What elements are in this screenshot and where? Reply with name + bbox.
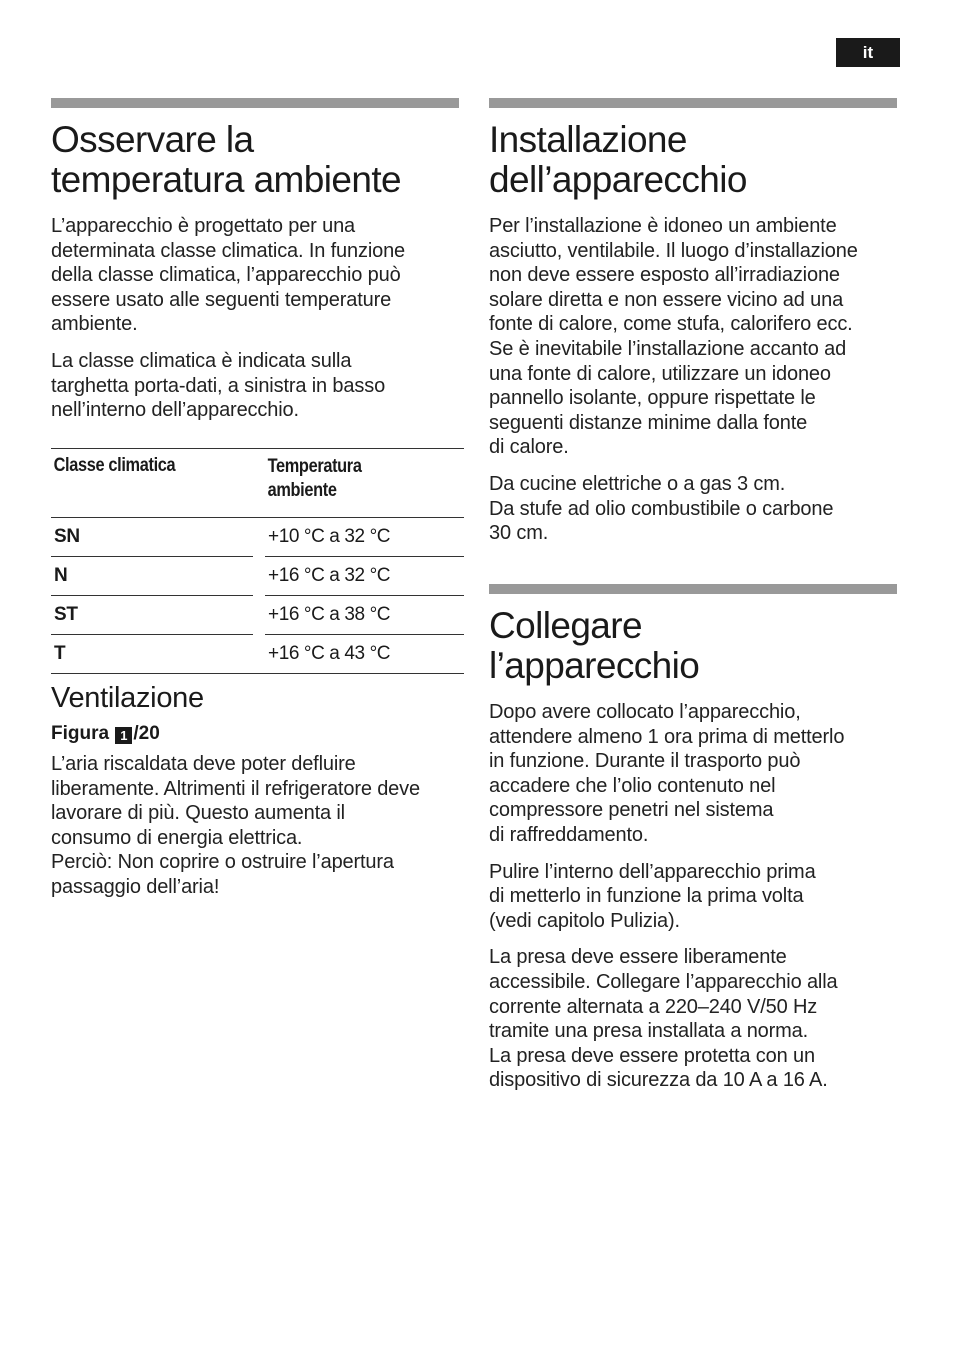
section-installation <box>489 98 901 558</box>
figure-number-box: 1 <box>115 727 132 744</box>
temperature-cell: +16 °C a 43 °C <box>268 643 391 664</box>
table-row <box>51 596 464 635</box>
section-ventilation <box>51 682 463 912</box>
paragraph: L’aria riscaldata deve poter defluire liberamente. Altrimenti il refrigeratore deve lavorare di più. Questo aumenta il consumo di energia elettrica. Perciò: Non coprire o ostruire l’apertura passaggio dell’aria! <box>51 753 420 898</box>
section-rule <box>489 98 897 108</box>
section-title: Collegare l’apparecchio <box>489 605 700 686</box>
climate-class-cell: ST <box>51 596 253 635</box>
section-title: Installazione dell’apparecchio <box>489 119 747 200</box>
paragraph: Dopo avere collocato l’apparecchio, attendere almeno 1 ora prima di metterlo in funzione. Durante il trasporto può accadere che l’olio contenuto nel compressore penetri nel sistema di raffreddamento. <box>489 701 845 846</box>
cell-gap <box>253 518 265 557</box>
temperature-cell: +16 °C a 32 °C <box>265 557 464 596</box>
subsection-title: Ventilazione <box>51 682 204 714</box>
cell-gap <box>253 596 265 635</box>
table-header-row <box>51 449 464 518</box>
figure-label: Figura <box>51 723 110 744</box>
table-row <box>51 518 464 557</box>
paragraph: La presa deve essere liberamente accessibile. Collegare l’apparecchio alla corrente alternata a 220–240 V/50 Hz tramite una presa installata a norma. La presa deve essere protetta con un dispositivo di sicurezza da 10 A a 16 A. <box>489 946 838 1092</box>
climate-class-table <box>51 448 464 674</box>
section-title: Osservare la temperatura ambiente <box>51 119 401 200</box>
section-rule <box>51 98 459 108</box>
section-connect-appliance <box>489 584 901 1105</box>
climate-class-cell: T <box>54 643 66 664</box>
table-row <box>51 557 464 596</box>
paragraph: Per l’installazione è idoneo un ambiente asciutto, ventilabile. Il luogo d’installazione non deve essere esposto all’irradiazione solare diretta e non essere vicino ad una fonte di calore, come stufa, calorifero ecc. Se è inevitabile l’installazione accanto ad una fonte di calore, utilizzare un idoneo pannello isolante, oppure rispettate le seguenti distanze minime dalla fonte di calore. <box>489 215 858 459</box>
figure-page: /20 <box>133 723 160 744</box>
climate-class-cell: SN <box>51 518 253 557</box>
header-temperature: Temperatura ambiente <box>265 449 436 518</box>
figure-reference <box>51 722 463 746</box>
paragraph: L’apparecchio è progettato per una determinata classe climatica. In funzione della classe climatica, l’apparecchio può essere usato alle seguenti temperature ambiente. <box>51 215 406 336</box>
cell-gap <box>253 557 265 596</box>
climate-class-cell: N <box>51 557 253 596</box>
language-tab: it <box>836 38 900 67</box>
temperature-cell: +16 °C a 38 °C <box>265 596 464 635</box>
paragraph: La classe climatica è indicata sulla targhetta porta-dati, a sinistra in basso nell’interno dell’apparecchio. <box>51 349 386 422</box>
section-ambient-temperature <box>51 98 463 435</box>
cell-gap <box>253 635 265 674</box>
paragraph: Pulire l’interno dell’apparecchio prima di metterlo in funzione la prima volta (vedi capitolo Pulizia). <box>489 860 816 932</box>
header-gap <box>253 449 263 518</box>
table-row <box>51 635 464 674</box>
section-rule <box>489 584 897 594</box>
temperature-cell: +10 °C a 32 °C <box>265 518 464 557</box>
header-climate-class: Classe climatica <box>51 449 225 518</box>
paragraph: Da cucine elettriche o a gas 3 cm. Da stufe ad olio combustibile o carbone 30 cm. <box>489 472 834 545</box>
